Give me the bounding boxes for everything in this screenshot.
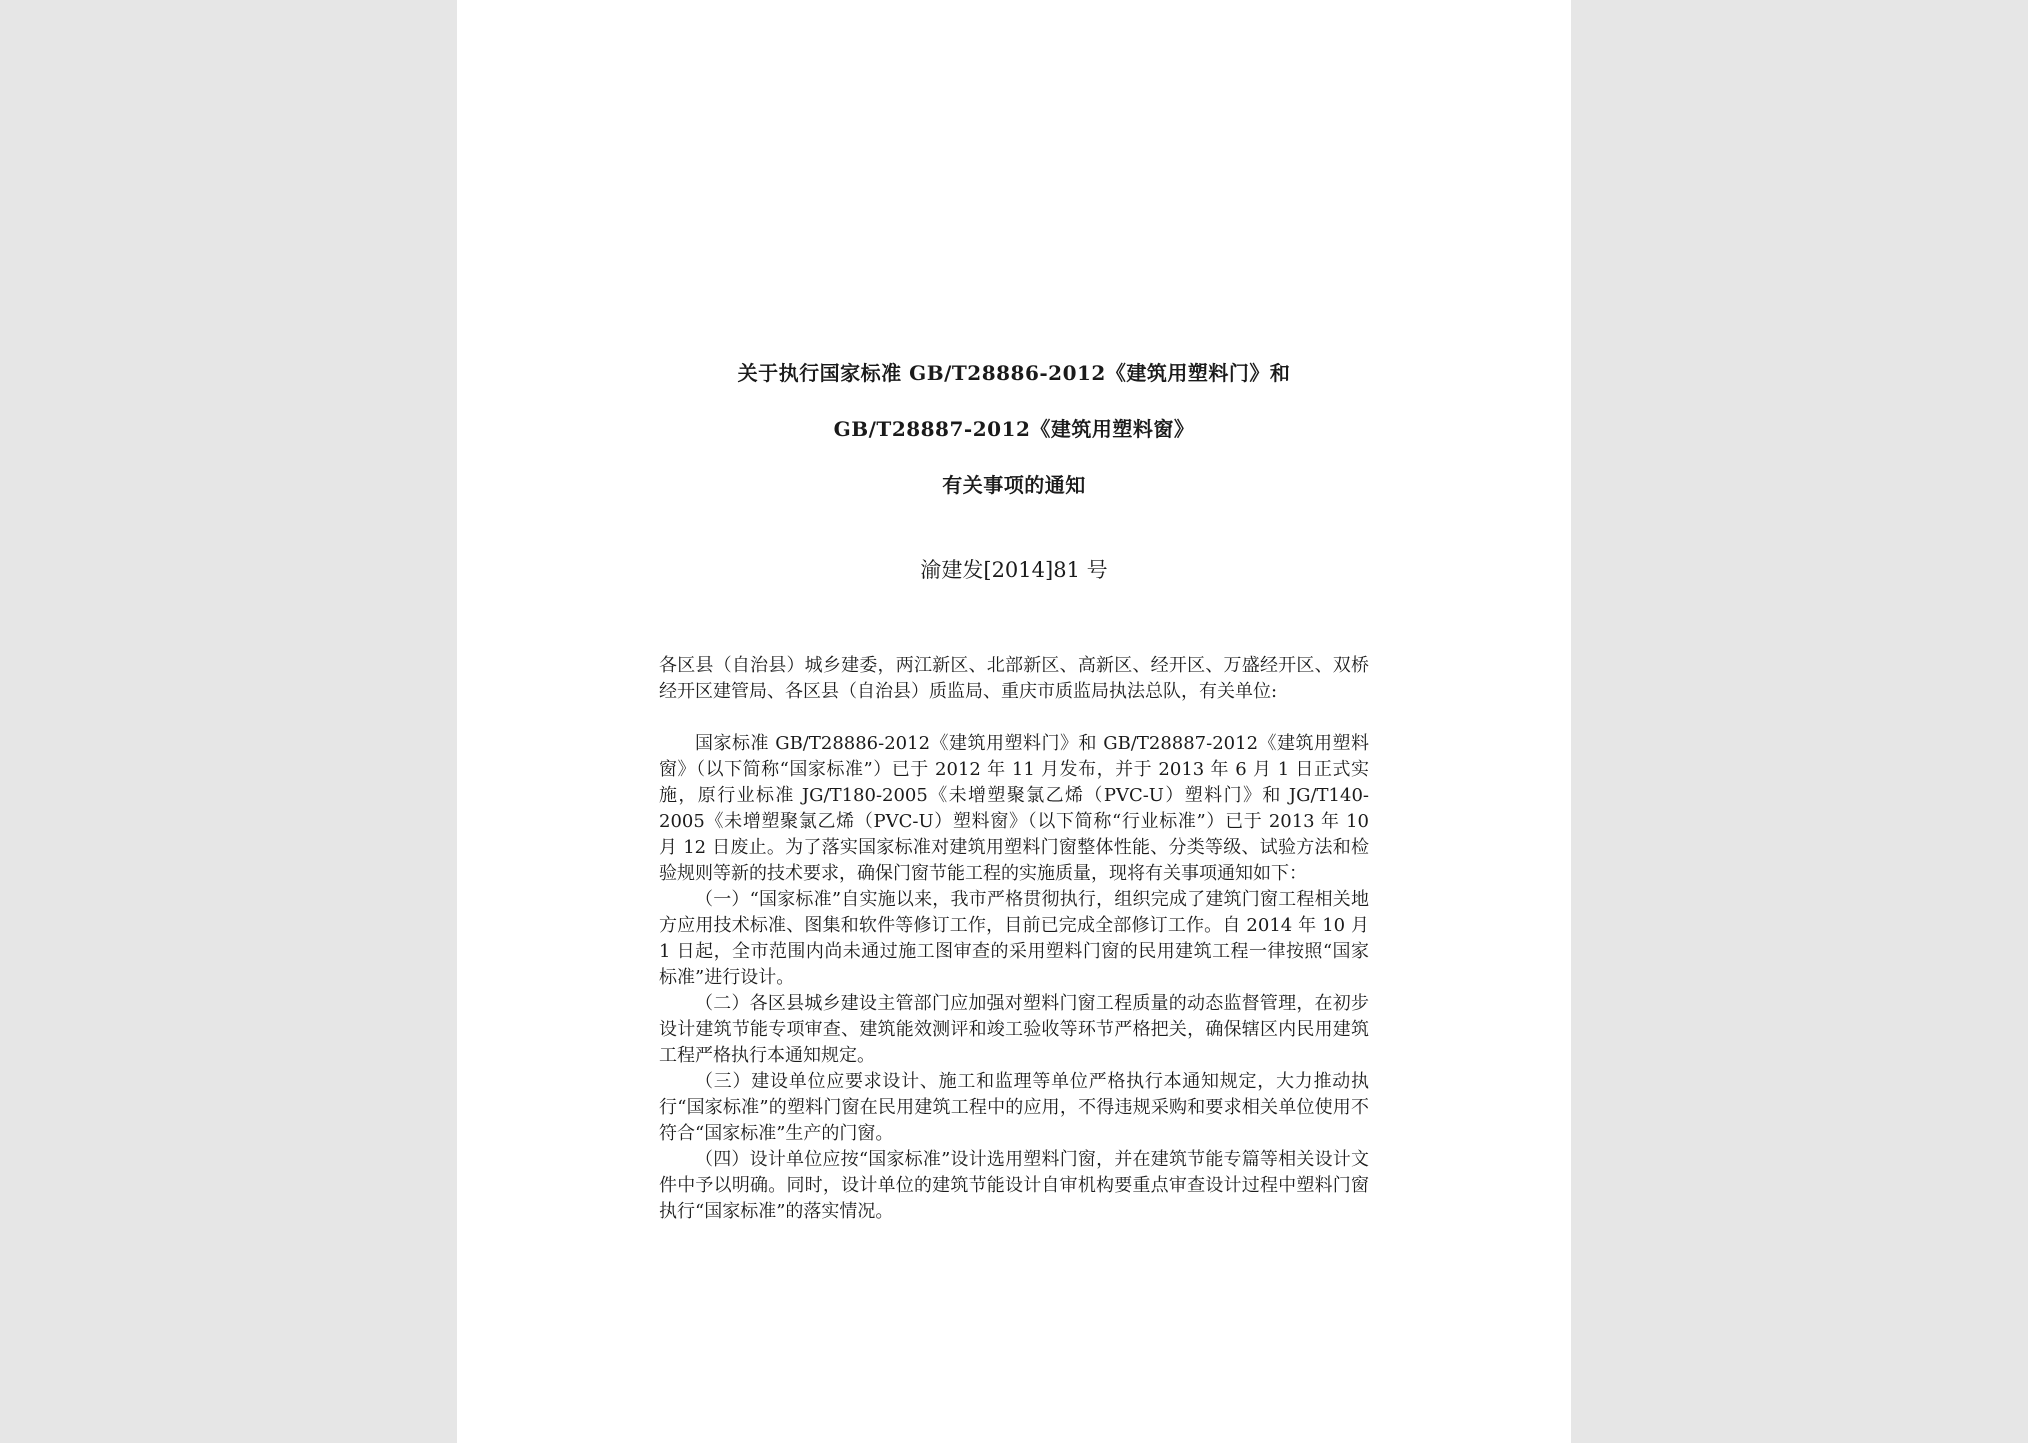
document-page xyxy=(457,0,1571,1443)
paragraph-item-4: （四）设计单位应按“国家标准”设计选用塑料门窗，并在建筑节能专篇等相关设计文件中予以明确。同时，设计单位的建筑节能设计自审机构要重点审查设计过程中塑料门窗执行“国家标准”的落实情况。 xyxy=(659,1149,1369,1222)
paragraph-item-2: （二）各区县城乡建设主管部门应加强对塑料门窗工程质量的动态监督管理，在初步设计建筑节能专项审查、建筑能效测评和竣工验收等环节严格把关，确保辖区内民用建筑工程严格执行本通知规定。 xyxy=(659,993,1369,1066)
paragraph-item-3: （三）建设单位应要求设计、施工和监理等单位严格执行本通知规定，大力推动执行“国家标准”的塑料门窗在民用建筑工程中的应用，不得违规采购和要求相关单位使用不符合“国家标准”生产的门窗。 xyxy=(659,1071,1369,1144)
addressee: 各区县（自治县）城乡建委，两江新区、北部新区、高新区、经开区、万盛经开区、双桥经开区建管局、各区县（自治县）质监局、重庆市质监局执法总队，有关单位: xyxy=(659,655,1369,702)
document-number: 渝建发[2014]81 号 xyxy=(920,558,1108,582)
paragraph-item-1: （一）“国家标准”自实施以来，我市严格贯彻执行，组织完成了建筑门窗工程相关地方应用技术标准、图集和软件等修订工作，目前已完成全部修订工作。自 2014 年 10 月 1 日起，全市范围内尚未通过施工图审查的采用塑料门窗的民用建筑工程一律按照“国家标准”进行设计。 xyxy=(659,889,1369,988)
page-content xyxy=(659,345,1369,1225)
document-body xyxy=(659,731,1369,1225)
title-line-2: GB/T28887-2012《建筑用塑料窗》 xyxy=(833,417,1195,441)
document-title xyxy=(659,345,1369,513)
title-line-1: 关于执行国家标准 GB/T28886-2012《建筑用塑料门》和 xyxy=(737,361,1291,385)
paragraph-intro: 国家标准 GB/T28886-2012《建筑用塑料门》和 GB/T28887-2012《建筑用塑料窗》（以下简称“国家标准”）已于 2012 年 11 月发布，并于 2013 年 6 月 1 日正式实施，原行业标准 JG/T180-2005《未增塑聚氯乙烯（PVC-U）塑料门》和 JG/T140-2005《未增塑聚氯乙烯（PVC-U）塑料窗》（以下简称“行业标准”）已于 2013 年 10 月 12 日废止。为了落实国家标准对建筑用塑料门窗整体性能、分类等级、试验方法和检验规则等新的技术要求，确保门窗节能工程的实施质量，现将有关事项通知如下： xyxy=(659,733,1369,884)
title-line-3: 有关事项的通知 xyxy=(942,473,1086,497)
